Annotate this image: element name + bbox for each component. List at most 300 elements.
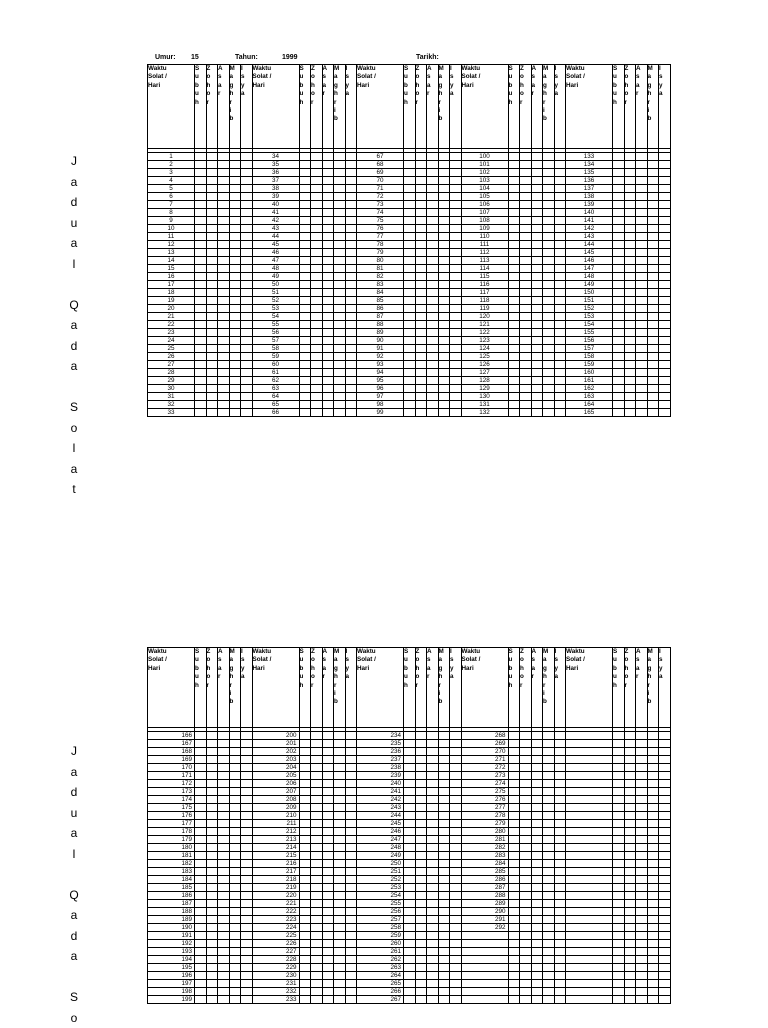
prayer-check-cell[interactable]: [613, 177, 625, 185]
prayer-check-cell[interactable]: [415, 289, 427, 297]
prayer-check-cell[interactable]: [520, 780, 532, 788]
prayer-check-cell[interactable]: [554, 161, 566, 169]
prayer-check-cell[interactable]: [613, 772, 625, 780]
prayer-check-cell[interactable]: [311, 852, 323, 860]
prayer-check-cell[interactable]: [195, 249, 207, 257]
prayer-check-cell[interactable]: [427, 217, 439, 225]
prayer-check-cell[interactable]: [404, 169, 416, 177]
prayer-check-cell[interactable]: [229, 996, 241, 1004]
prayer-check-cell[interactable]: [299, 916, 311, 924]
prayer-check-cell[interactable]: [438, 884, 450, 892]
prayer-check-cell[interactable]: [659, 844, 671, 852]
prayer-check-cell[interactable]: [206, 377, 218, 385]
prayer-check-cell[interactable]: [322, 385, 334, 393]
prayer-check-cell[interactable]: [624, 948, 636, 956]
prayer-check-cell[interactable]: [659, 860, 671, 868]
prayer-check-cell[interactable]: [543, 217, 555, 225]
prayer-check-cell[interactable]: [206, 788, 218, 796]
prayer-check-cell[interactable]: [415, 257, 427, 265]
prayer-check-cell[interactable]: [206, 844, 218, 852]
prayer-check-cell[interactable]: [404, 732, 416, 740]
prayer-check-cell[interactable]: [415, 193, 427, 201]
prayer-check-cell[interactable]: [438, 732, 450, 740]
prayer-check-cell[interactable]: [508, 321, 520, 329]
prayer-check-cell[interactable]: [427, 289, 439, 297]
prayer-check-cell[interactable]: [334, 748, 346, 756]
prayer-check-cell[interactable]: [508, 948, 520, 956]
prayer-check-cell[interactable]: [218, 772, 230, 780]
prayer-check-cell[interactable]: [438, 225, 450, 233]
prayer-check-cell[interactable]: [195, 369, 207, 377]
prayer-check-cell[interactable]: [415, 369, 427, 377]
prayer-check-cell[interactable]: [543, 884, 555, 892]
prayer-check-cell[interactable]: [334, 876, 346, 884]
prayer-check-cell[interactable]: [636, 948, 648, 956]
prayer-check-cell[interactable]: [206, 297, 218, 305]
prayer-check-cell[interactable]: [624, 265, 636, 273]
prayer-check-cell[interactable]: [531, 780, 543, 788]
prayer-check-cell[interactable]: [427, 940, 439, 948]
prayer-check-cell[interactable]: [636, 964, 648, 972]
prayer-check-cell[interactable]: [554, 940, 566, 948]
prayer-check-cell[interactable]: [647, 377, 659, 385]
prayer-check-cell[interactable]: [218, 884, 230, 892]
prayer-check-cell[interactable]: [311, 972, 323, 980]
prayer-check-cell[interactable]: [345, 353, 357, 361]
prayer-check-cell[interactable]: [299, 385, 311, 393]
prayer-check-cell[interactable]: [531, 900, 543, 908]
prayer-check-cell[interactable]: [404, 996, 416, 1004]
prayer-check-cell[interactable]: [195, 241, 207, 249]
prayer-check-cell[interactable]: [438, 964, 450, 972]
prayer-check-cell[interactable]: [520, 980, 532, 988]
prayer-check-cell[interactable]: [554, 876, 566, 884]
prayer-check-cell[interactable]: [508, 932, 520, 940]
prayer-check-cell[interactable]: [613, 740, 625, 748]
prayer-check-cell[interactable]: [624, 345, 636, 353]
prayer-check-cell[interactable]: [311, 932, 323, 940]
prayer-check-cell[interactable]: [613, 249, 625, 257]
prayer-check-cell[interactable]: [520, 401, 532, 409]
prayer-check-cell[interactable]: [229, 337, 241, 345]
prayer-check-cell[interactable]: [404, 908, 416, 916]
prayer-check-cell[interactable]: [531, 908, 543, 916]
prayer-check-cell[interactable]: [427, 820, 439, 828]
prayer-check-cell[interactable]: [415, 273, 427, 281]
prayer-check-cell[interactable]: [229, 297, 241, 305]
prayer-check-cell[interactable]: [531, 964, 543, 972]
prayer-check-cell[interactable]: [229, 273, 241, 281]
prayer-check-cell[interactable]: [404, 796, 416, 804]
prayer-check-cell[interactable]: [613, 788, 625, 796]
prayer-check-cell[interactable]: [334, 169, 346, 177]
prayer-check-cell[interactable]: [334, 924, 346, 932]
prayer-check-cell[interactable]: [218, 265, 230, 273]
prayer-check-cell[interactable]: [613, 844, 625, 852]
prayer-check-cell[interactable]: [438, 345, 450, 353]
prayer-check-cell[interactable]: [415, 225, 427, 233]
prayer-check-cell[interactable]: [299, 329, 311, 337]
prayer-check-cell[interactable]: [613, 908, 625, 916]
prayer-check-cell[interactable]: [531, 972, 543, 980]
prayer-check-cell[interactable]: [554, 868, 566, 876]
prayer-check-cell[interactable]: [531, 297, 543, 305]
prayer-check-cell[interactable]: [206, 353, 218, 361]
prayer-check-cell[interactable]: [218, 329, 230, 337]
prayer-check-cell[interactable]: [438, 361, 450, 369]
prayer-check-cell[interactable]: [438, 916, 450, 924]
prayer-check-cell[interactable]: [334, 940, 346, 948]
prayer-check-cell[interactable]: [427, 756, 439, 764]
prayer-check-cell[interactable]: [647, 844, 659, 852]
prayer-check-cell[interactable]: [229, 153, 241, 161]
prayer-check-cell[interactable]: [311, 788, 323, 796]
prayer-check-cell[interactable]: [206, 732, 218, 740]
prayer-check-cell[interactable]: [206, 177, 218, 185]
prayer-check-cell[interactable]: [636, 988, 648, 996]
prayer-check-cell[interactable]: [299, 377, 311, 385]
prayer-check-cell[interactable]: [636, 361, 648, 369]
prayer-check-cell[interactable]: [404, 257, 416, 265]
prayer-check-cell[interactable]: [404, 249, 416, 257]
prayer-check-cell[interactable]: [345, 908, 357, 916]
prayer-check-cell[interactable]: [404, 361, 416, 369]
prayer-check-cell[interactable]: [299, 892, 311, 900]
prayer-check-cell[interactable]: [311, 844, 323, 852]
prayer-check-cell[interactable]: [206, 289, 218, 297]
prayer-check-cell[interactable]: [206, 988, 218, 996]
prayer-check-cell[interactable]: [438, 273, 450, 281]
prayer-check-cell[interactable]: [508, 305, 520, 313]
prayer-check-cell[interactable]: [624, 225, 636, 233]
prayer-check-cell[interactable]: [543, 313, 555, 321]
prayer-check-cell[interactable]: [415, 988, 427, 996]
prayer-check-cell[interactable]: [508, 732, 520, 740]
prayer-check-cell[interactable]: [554, 249, 566, 257]
prayer-check-cell[interactable]: [531, 321, 543, 329]
prayer-check-cell[interactable]: [636, 177, 648, 185]
prayer-check-cell[interactable]: [531, 788, 543, 796]
prayer-check-cell[interactable]: [624, 836, 636, 844]
prayer-check-cell[interactable]: [229, 233, 241, 241]
prayer-check-cell[interactable]: [438, 852, 450, 860]
prayer-check-cell[interactable]: [322, 772, 334, 780]
prayer-check-cell[interactable]: [613, 297, 625, 305]
prayer-check-cell[interactable]: [624, 249, 636, 257]
prayer-check-cell[interactable]: [195, 836, 207, 844]
prayer-check-cell[interactable]: [345, 876, 357, 884]
prayer-check-cell[interactable]: [299, 321, 311, 329]
prayer-check-cell[interactable]: [647, 828, 659, 836]
prayer-check-cell[interactable]: [311, 812, 323, 820]
prayer-check-cell[interactable]: [450, 980, 462, 988]
prayer-check-cell[interactable]: [195, 916, 207, 924]
prayer-check-cell[interactable]: [311, 868, 323, 876]
prayer-check-cell[interactable]: [659, 924, 671, 932]
prayer-check-cell[interactable]: [531, 980, 543, 988]
prayer-check-cell[interactable]: [206, 804, 218, 812]
prayer-check-cell[interactable]: [554, 225, 566, 233]
prayer-check-cell[interactable]: [345, 337, 357, 345]
prayer-check-cell[interactable]: [415, 812, 427, 820]
prayer-check-cell[interactable]: [624, 313, 636, 321]
prayer-check-cell[interactable]: [404, 884, 416, 892]
prayer-check-cell[interactable]: [520, 756, 532, 764]
prayer-check-cell[interactable]: [334, 740, 346, 748]
prayer-check-cell[interactable]: [415, 972, 427, 980]
prayer-check-cell[interactable]: [299, 852, 311, 860]
prayer-check-cell[interactable]: [415, 844, 427, 852]
prayer-check-cell[interactable]: [415, 892, 427, 900]
prayer-check-cell[interactable]: [613, 329, 625, 337]
prayer-check-cell[interactable]: [195, 948, 207, 956]
prayer-check-cell[interactable]: [554, 193, 566, 201]
prayer-check-cell[interactable]: [299, 780, 311, 788]
prayer-check-cell[interactable]: [218, 345, 230, 353]
prayer-check-cell[interactable]: [508, 892, 520, 900]
prayer-check-cell[interactable]: [520, 788, 532, 796]
prayer-check-cell[interactable]: [229, 377, 241, 385]
prayer-check-cell[interactable]: [647, 740, 659, 748]
prayer-check-cell[interactable]: [613, 764, 625, 772]
prayer-check-cell[interactable]: [554, 233, 566, 241]
prayer-check-cell[interactable]: [241, 305, 253, 313]
prayer-check-cell[interactable]: [554, 956, 566, 964]
prayer-check-cell[interactable]: [415, 996, 427, 1004]
prayer-check-cell[interactable]: [659, 193, 671, 201]
prayer-check-cell[interactable]: [345, 273, 357, 281]
prayer-check-cell[interactable]: [613, 225, 625, 233]
prayer-check-cell[interactable]: [508, 756, 520, 764]
prayer-check-cell[interactable]: [554, 329, 566, 337]
prayer-check-cell[interactable]: [438, 257, 450, 265]
prayer-check-cell[interactable]: [334, 900, 346, 908]
prayer-check-cell[interactable]: [438, 868, 450, 876]
prayer-check-cell[interactable]: [427, 972, 439, 980]
prayer-check-cell[interactable]: [531, 209, 543, 217]
prayer-check-cell[interactable]: [311, 361, 323, 369]
prayer-check-cell[interactable]: [415, 796, 427, 804]
prayer-check-cell[interactable]: [322, 852, 334, 860]
prayer-check-cell[interactable]: [636, 337, 648, 345]
prayer-check-cell[interactable]: [647, 940, 659, 948]
prayer-check-cell[interactable]: [427, 297, 439, 305]
prayer-check-cell[interactable]: [322, 956, 334, 964]
prayer-check-cell[interactable]: [543, 972, 555, 980]
prayer-check-cell[interactable]: [299, 788, 311, 796]
prayer-check-cell[interactable]: [404, 916, 416, 924]
prayer-check-cell[interactable]: [415, 780, 427, 788]
prayer-check-cell[interactable]: [229, 756, 241, 764]
prayer-check-cell[interactable]: [531, 281, 543, 289]
prayer-check-cell[interactable]: [334, 892, 346, 900]
prayer-check-cell[interactable]: [404, 772, 416, 780]
prayer-check-cell[interactable]: [299, 748, 311, 756]
prayer-check-cell[interactable]: [450, 900, 462, 908]
prayer-check-cell[interactable]: [229, 772, 241, 780]
prayer-check-cell[interactable]: [438, 940, 450, 948]
prayer-check-cell[interactable]: [636, 369, 648, 377]
prayer-check-cell[interactable]: [647, 916, 659, 924]
prayer-check-cell[interactable]: [554, 401, 566, 409]
prayer-check-cell[interactable]: [520, 940, 532, 948]
prayer-check-cell[interactable]: [636, 153, 648, 161]
prayer-check-cell[interactable]: [450, 353, 462, 361]
prayer-check-cell[interactable]: [636, 217, 648, 225]
prayer-check-cell[interactable]: [438, 369, 450, 377]
prayer-check-cell[interactable]: [624, 852, 636, 860]
prayer-check-cell[interactable]: [404, 948, 416, 956]
prayer-check-cell[interactable]: [427, 209, 439, 217]
prayer-check-cell[interactable]: [438, 385, 450, 393]
prayer-check-cell[interactable]: [206, 321, 218, 329]
prayer-check-cell[interactable]: [299, 161, 311, 169]
prayer-check-cell[interactable]: [613, 193, 625, 201]
prayer-check-cell[interactable]: [322, 972, 334, 980]
prayer-check-cell[interactable]: [543, 177, 555, 185]
prayer-check-cell[interactable]: [299, 281, 311, 289]
prayer-check-cell[interactable]: [508, 329, 520, 337]
prayer-check-cell[interactable]: [554, 980, 566, 988]
prayer-check-cell[interactable]: [218, 812, 230, 820]
prayer-check-cell[interactable]: [218, 940, 230, 948]
prayer-check-cell[interactable]: [206, 161, 218, 169]
prayer-check-cell[interactable]: [241, 377, 253, 385]
prayer-check-cell[interactable]: [520, 385, 532, 393]
prayer-check-cell[interactable]: [415, 876, 427, 884]
prayer-check-cell[interactable]: [508, 249, 520, 257]
prayer-check-cell[interactable]: [206, 281, 218, 289]
prayer-check-cell[interactable]: [345, 924, 357, 932]
prayer-check-cell[interactable]: [299, 796, 311, 804]
prayer-check-cell[interactable]: [299, 812, 311, 820]
prayer-check-cell[interactable]: [427, 273, 439, 281]
prayer-check-cell[interactable]: [241, 796, 253, 804]
prayer-check-cell[interactable]: [218, 876, 230, 884]
prayer-check-cell[interactable]: [508, 209, 520, 217]
prayer-check-cell[interactable]: [659, 305, 671, 313]
prayer-check-cell[interactable]: [613, 153, 625, 161]
prayer-check-cell[interactable]: [322, 836, 334, 844]
prayer-check-cell[interactable]: [427, 225, 439, 233]
prayer-check-cell[interactable]: [554, 353, 566, 361]
prayer-check-cell[interactable]: [624, 385, 636, 393]
prayer-check-cell[interactable]: [229, 241, 241, 249]
prayer-check-cell[interactable]: [659, 948, 671, 956]
prayer-check-cell[interactable]: [195, 361, 207, 369]
prayer-check-cell[interactable]: [543, 956, 555, 964]
prayer-check-cell[interactable]: [195, 764, 207, 772]
prayer-check-cell[interactable]: [206, 812, 218, 820]
prayer-check-cell[interactable]: [404, 940, 416, 948]
prayer-check-cell[interactable]: [508, 393, 520, 401]
prayer-check-cell[interactable]: [206, 169, 218, 177]
prayer-check-cell[interactable]: [206, 241, 218, 249]
prayer-check-cell[interactable]: [334, 788, 346, 796]
prayer-check-cell[interactable]: [415, 748, 427, 756]
prayer-check-cell[interactable]: [299, 273, 311, 281]
prayer-check-cell[interactable]: [322, 289, 334, 297]
prayer-check-cell[interactable]: [508, 796, 520, 804]
prayer-check-cell[interactable]: [450, 385, 462, 393]
prayer-check-cell[interactable]: [241, 900, 253, 908]
prayer-check-cell[interactable]: [450, 209, 462, 217]
prayer-check-cell[interactable]: [543, 233, 555, 241]
prayer-check-cell[interactable]: [206, 273, 218, 281]
prayer-check-cell[interactable]: [404, 193, 416, 201]
prayer-check-cell[interactable]: [229, 313, 241, 321]
prayer-check-cell[interactable]: [531, 996, 543, 1004]
prayer-check-cell[interactable]: [195, 385, 207, 393]
prayer-check-cell[interactable]: [322, 988, 334, 996]
prayer-check-cell[interactable]: [624, 177, 636, 185]
prayer-check-cell[interactable]: [415, 756, 427, 764]
prayer-check-cell[interactable]: [415, 281, 427, 289]
prayer-check-cell[interactable]: [195, 233, 207, 241]
prayer-check-cell[interactable]: [636, 844, 648, 852]
prayer-check-cell[interactable]: [322, 233, 334, 241]
prayer-check-cell[interactable]: [520, 169, 532, 177]
prayer-check-cell[interactable]: [415, 297, 427, 305]
prayer-check-cell[interactable]: [427, 988, 439, 996]
prayer-check-cell[interactable]: [613, 305, 625, 313]
prayer-check-cell[interactable]: [438, 836, 450, 844]
prayer-check-cell[interactable]: [659, 185, 671, 193]
prayer-check-cell[interactable]: [345, 988, 357, 996]
prayer-check-cell[interactable]: [299, 249, 311, 257]
prayer-check-cell[interactable]: [299, 844, 311, 852]
prayer-check-cell[interactable]: [206, 393, 218, 401]
prayer-check-cell[interactable]: [311, 241, 323, 249]
prayer-check-cell[interactable]: [647, 161, 659, 169]
prayer-check-cell[interactable]: [345, 169, 357, 177]
prayer-check-cell[interactable]: [636, 780, 648, 788]
prayer-check-cell[interactable]: [195, 828, 207, 836]
prayer-check-cell[interactable]: [450, 249, 462, 257]
prayer-check-cell[interactable]: [345, 804, 357, 812]
prayer-check-cell[interactable]: [636, 265, 648, 273]
prayer-check-cell[interactable]: [218, 836, 230, 844]
prayer-check-cell[interactable]: [554, 812, 566, 820]
prayer-check-cell[interactable]: [543, 852, 555, 860]
prayer-check-cell[interactable]: [241, 249, 253, 257]
prayer-check-cell[interactable]: [311, 740, 323, 748]
prayer-check-cell[interactable]: [624, 788, 636, 796]
prayer-check-cell[interactable]: [624, 185, 636, 193]
prayer-check-cell[interactable]: [241, 948, 253, 956]
prayer-check-cell[interactable]: [520, 209, 532, 217]
prayer-check-cell[interactable]: [508, 177, 520, 185]
prayer-check-cell[interactable]: [427, 409, 439, 417]
prayer-check-cell[interactable]: [311, 209, 323, 217]
prayer-check-cell[interactable]: [636, 740, 648, 748]
prayer-check-cell[interactable]: [531, 377, 543, 385]
prayer-check-cell[interactable]: [450, 932, 462, 940]
prayer-check-cell[interactable]: [543, 401, 555, 409]
prayer-check-cell[interactable]: [647, 780, 659, 788]
prayer-check-cell[interactable]: [206, 780, 218, 788]
prayer-check-cell[interactable]: [508, 169, 520, 177]
prayer-check-cell[interactable]: [241, 964, 253, 972]
prayer-check-cell[interactable]: [322, 876, 334, 884]
prayer-check-cell[interactable]: [554, 764, 566, 772]
prayer-check-cell[interactable]: [195, 313, 207, 321]
prayer-check-cell[interactable]: [554, 748, 566, 756]
prayer-check-cell[interactable]: [415, 940, 427, 948]
prayer-check-cell[interactable]: [659, 788, 671, 796]
prayer-check-cell[interactable]: [450, 201, 462, 209]
prayer-check-cell[interactable]: [520, 161, 532, 169]
